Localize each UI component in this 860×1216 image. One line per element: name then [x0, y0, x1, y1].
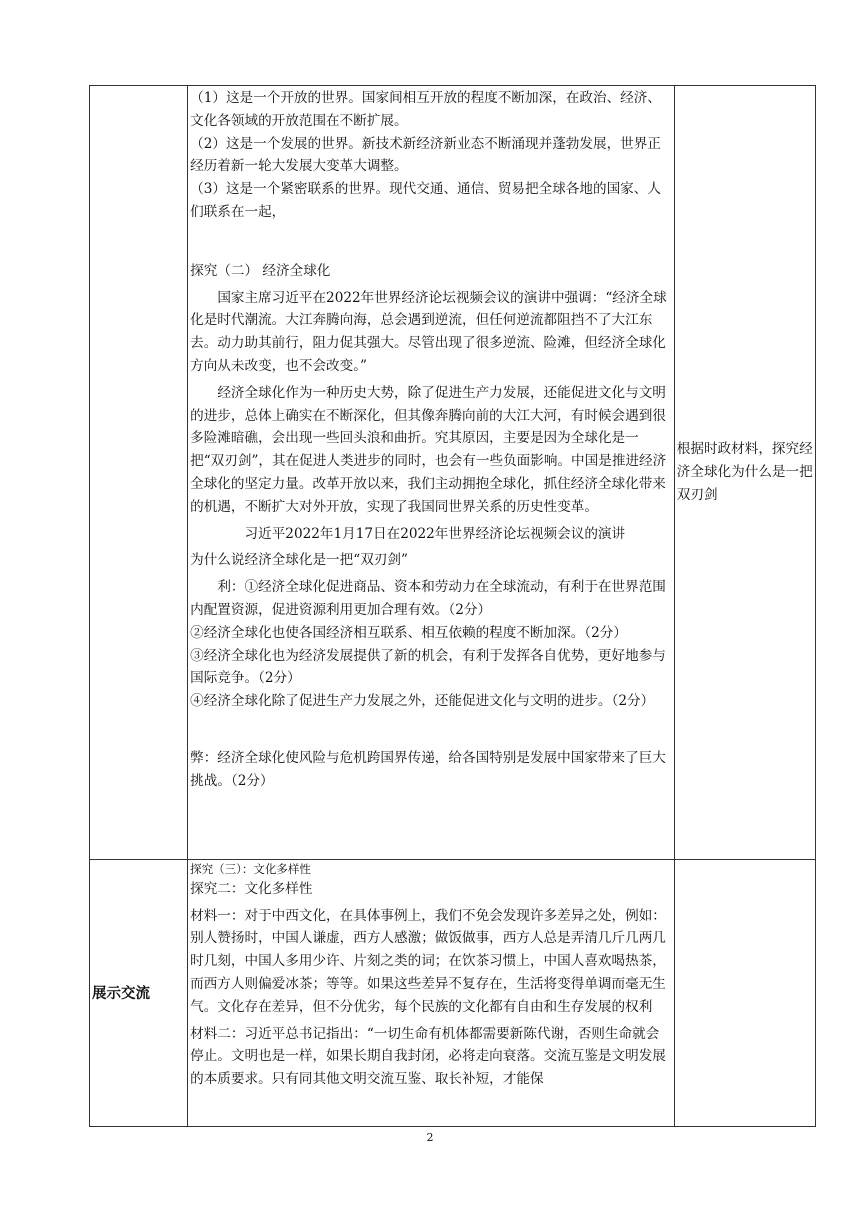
label-cell [90, 859, 188, 1126]
content-cell [188, 86, 675, 860]
table-row [90, 86, 816, 860]
note-cell-empty [674, 859, 815, 1126]
side-note: 根据时政材料，探究经济全球化为什么是一把双刃剑 [676, 441, 813, 503]
answer-item: ④经济全球化除了促进生产力发展之外，还能促进文化与文明的进步。（2分） [190, 693, 655, 710]
label-cell-empty [90, 86, 188, 860]
answer-item: ②经济全球化也使各国经济相互联系、相互依赖的程度不断加深。（2分） [190, 624, 627, 641]
material: 材料一：对于中西文化，在具体事例上，我们不免会发现许多差异之处，例如：别人赞扬时，中国人谦虚，西方人感激；做饭做事，西方人总是弄清几斤几两几时几刻，中国人多用少许、片刻之类的词；在饮茶习惯上，中国人喜欢喝热茶，而西方人则偏爱冰茶；等等。如果这些差异不复存在，生活将变得单调而毫无生气。文化存在差异，但不分优劣，每个民族的文化都有自由和生存发展的权利 [190, 907, 666, 1015]
material: 材料二：习近平总书记指出：“一切生命有机体都需要新陈代谢，否则生命就会停止。文明也是一样，如果长期自我封闭，必将走向衰落。交流互鉴是文明发展的本质要求。只有同其他文明交流互鉴、取长补短，才能保 [190, 1025, 666, 1088]
note-cell [674, 86, 815, 860]
paragraph: 经济全球化作为一种历史大势，除了促进生产力发展，还能促进文化与文明的进步，总体上确实在不断深化，但其像奔腾向前的大江大河，有时候会遇到很多险滩暗礁，会出现一些回头浪和曲折。究其原因，主要是因为全球化是一把“双刃剑”，其在促进人类进步的同时，也会有一些负面影响。中国是推进经济全球化的坚定力量。改革开放以来，我们主动拥抱全球化，抓住经济全球化带来的机遇，不断扩大对外开放，实现了我国同世界关系的历史性变革。 [190, 384, 667, 515]
answer-item: 利：①经济全球化促进商品、资本和劳动力在全球流动，有利于在世界范围内配置资源，促进资源利用更加合理有效。（2分） [190, 579, 666, 618]
row-label: 展示交流 [92, 985, 150, 1003]
small-title: 探究（三）：文化多样性 [190, 861, 311, 876]
intro-item: （3）这是一个紧密联系的世界。现代交通、通信、贸易把全球各地的国家、人们联系在一起， [190, 181, 661, 220]
intro-item: （2）这是一个发展的世界。新技术新经济新业态不断涌现并蓬勃发展，世界正经历着新一轮大发展大变革大调整。 [190, 135, 661, 175]
answer-item: ③经济全球化也为经济发展提供了新的机会，有利于发挥各自优势，更好地参与国际竞争。（2分） [190, 647, 666, 687]
table-row [90, 859, 816, 1126]
page-number: 2 [426, 1131, 434, 1144]
intro-item: （1）这是一个开放的世界。国家间相互开放的程度不断加深，在政治、经济、文化各领域的开放范围在不断扩展。 [190, 90, 661, 129]
paragraph: 国家主席习近平在2022年世界经济论坛视频会议的演讲中强调：“经济全球化是时代潮流。大江奔腾向海，总会遇到逆流，但任何逆流都阻挡不了大江东去。动力助其前行，阻力促其强大。尽管出现了很多逆流、险滩，但经济全球化方向从未改变，也不会改变。” [190, 289, 667, 374]
content-cell [188, 859, 675, 1126]
question: 为什么说经济全球化是一把“双刃剑” [190, 552, 408, 569]
section-heading: 探究（二） 经济全球化 [190, 262, 331, 279]
section-heading: 探究二：文化多样性 [190, 880, 313, 897]
source-citation: 习近平2022年1月17日在2022年世界经济论坛视频会议的演讲 [244, 525, 626, 542]
disadvantage-item: 弊：经济全球化使风险与危机跨国界传递，给各国特别是发展中国家带来了巨大挑战。（2分） [190, 749, 666, 789]
lesson-plan-table [89, 85, 816, 1127]
